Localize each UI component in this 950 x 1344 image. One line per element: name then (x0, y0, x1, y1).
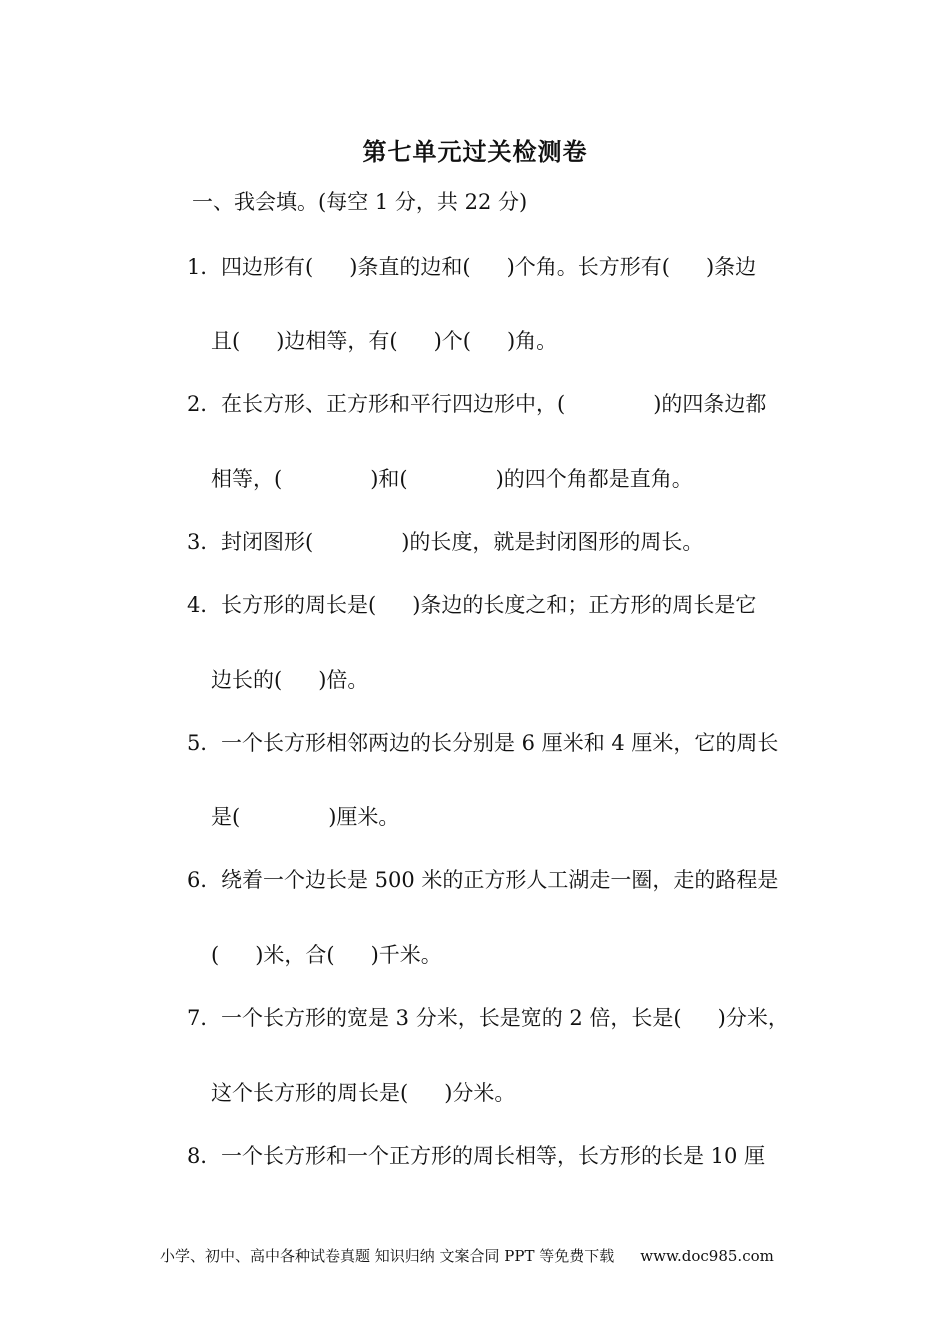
question-text: )的长度，就是封闭图形的周长。 (401, 530, 704, 554)
question-7-line-2 (211, 1077, 515, 1107)
question-7-line-1 (187, 1002, 789, 1032)
question-text: 长方形的周长是( (221, 593, 377, 617)
question-text: 绕着一个边长是 500 米的正方形人工湖走一圈，走的路程是 (221, 868, 779, 892)
question-text: )边相等，有( (276, 329, 398, 353)
question-number: 1． (187, 255, 222, 279)
question-6-line-1 (187, 864, 778, 894)
question-2-line-1 (187, 388, 766, 418)
question-text: )的四个角都是直角。 (495, 467, 693, 491)
question-4-line-1 (187, 589, 756, 619)
question-text: 这个长方形的周长是( (211, 1081, 409, 1105)
question-5-line-2 (211, 801, 399, 831)
question-text: )分米。 (444, 1081, 516, 1105)
footer-text: 小学、初中、高中各种试卷真题 知识归纳 文案合同 PPT 等免费下载 (160, 1247, 615, 1265)
question-text: )条边的长度之和；正方形的周长是它 (412, 593, 757, 617)
footer-url-link[interactable]: www.doc985.com (640, 1247, 774, 1265)
question-text: ( (211, 943, 220, 967)
question-number: 2． (187, 392, 222, 416)
section-heading: 一、我会填。(每空 1 分，共 22 分) (192, 190, 528, 214)
question-text: )角。 (506, 329, 558, 353)
question-3-line-1 (187, 526, 703, 556)
question-text: )千米。 (370, 943, 442, 967)
page-title: 第七单元过关检测卷 (362, 138, 588, 166)
question-text: 且( (211, 329, 241, 353)
footer (160, 1245, 774, 1266)
question-text: )米，合( (255, 943, 335, 967)
question-text: )条边 (705, 255, 757, 279)
question-1-line-1 (187, 251, 756, 281)
question-8-line-1 (187, 1140, 765, 1170)
question-text: )的四条边都 (653, 392, 767, 416)
question-text: 在长方形、正方形和平行四边形中，( (221, 392, 566, 416)
question-text: 一个长方形相邻两边的长分别是 6 厘米和 4 厘米，它的周长 (221, 731, 779, 755)
question-4-line-2 (211, 664, 368, 694)
question-text: 封闭图形( (221, 530, 314, 554)
question-text: )和( (370, 467, 408, 491)
question-text: )条直的边和( (349, 255, 471, 279)
question-text: 一个长方形和一个正方形的周长相等，长方形的长是 10 厘 (221, 1144, 766, 1168)
question-number: 4． (187, 593, 222, 617)
question-text: 是( (211, 805, 241, 829)
question-text: 四边形有( (221, 255, 314, 279)
question-number: 5． (187, 731, 222, 755)
question-1-line-2 (211, 325, 557, 355)
question-number: 7． (187, 1006, 222, 1030)
question-text: )个( (433, 329, 471, 353)
question-number: 6． (187, 868, 222, 892)
question-text: )个角。长方形有( (506, 255, 670, 279)
question-text: 边长的( (211, 668, 283, 692)
question-2-line-2 (211, 463, 693, 493)
question-number: 8． (187, 1144, 222, 1168)
question-text: )厘米。 (328, 805, 400, 829)
question-text: )倍。 (318, 668, 369, 692)
question-text: 一个长方形的宽是 3 分米，长是宽的 2 倍，长是( (221, 1006, 682, 1030)
question-6-line-2 (211, 939, 442, 969)
question-5-line-1 (187, 727, 778, 757)
question-text: 相等，( (211, 467, 283, 491)
question-text: )分米， (717, 1006, 789, 1030)
question-number: 3． (187, 530, 222, 554)
